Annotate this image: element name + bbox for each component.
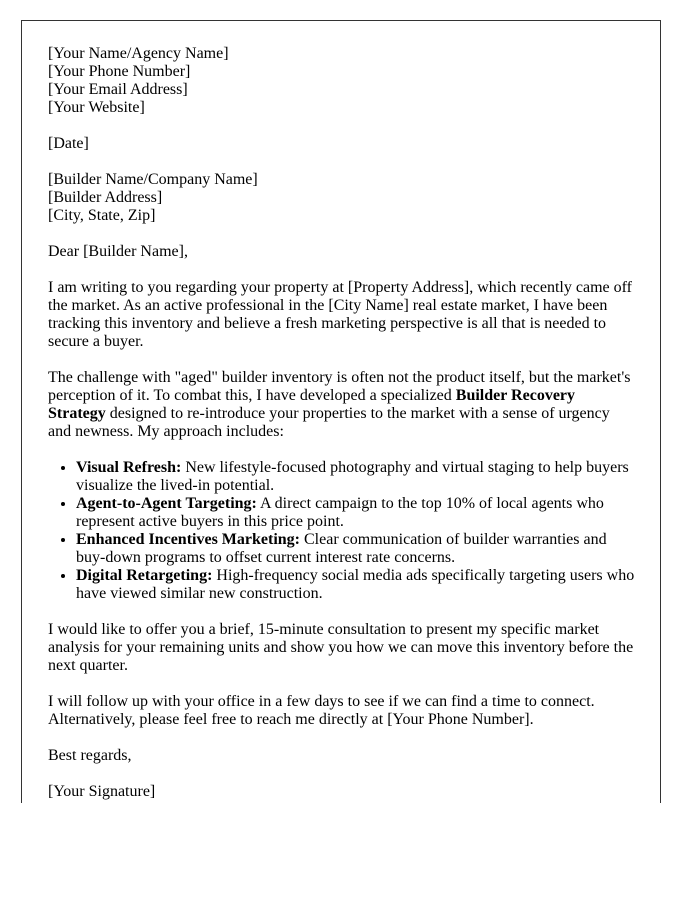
paragraph-followup: I will follow up with your office in a few days to see if we can find a time to connect. Alternatively, please feel free to reach me directly at [Your Phone Number].: [48, 693, 595, 728]
recipient-address-line: [Builder Address]: [48, 189, 163, 206]
paragraph-consultation: I would like to offer you a brief, 15-minute consultation to present my specific market analysis for your remaining units and show you how we can move this inventory before the next quarter.: [48, 621, 634, 674]
bullet-text: Clear communication of builder warranties and buy-down programs to offset current interest rate concerns.: [76, 531, 607, 566]
bullet-label: Enhanced Incentives Marketing:: [76, 531, 300, 548]
recipient-name-line: [Builder Name/Company Name]: [48, 171, 258, 188]
recipient-city-line: [City, State, Zip]: [48, 207, 156, 224]
bullet-label: Digital Retargeting:: [76, 567, 213, 584]
sender-block: [48, 45, 636, 117]
sender-name-line: [Your Name/Agency Name]: [48, 45, 229, 62]
closing-line: Best regards,: [48, 747, 132, 764]
paragraph-intro: I am writing to you regarding your property at [Property Address], which recently came off the market. As an active professional in the [City Name] real estate market, I have been tracking this inventory and believe a fresh marketing perspective is all that is needed to secure a buyer.: [48, 279, 632, 350]
bullet-text: High-frequency social media ads specifically targeting users who have viewed similar new construction.: [76, 567, 635, 602]
sender-phone-line: [Your Phone Number]: [48, 63, 191, 80]
bullet-digital-retargeting: [76, 567, 636, 603]
paragraph-strategy: [48, 369, 636, 441]
bullet-visual-refresh: [76, 459, 636, 495]
strategy-bullet-list: [48, 459, 636, 603]
letter-page: [21, 20, 661, 803]
signature-line: [Your Signature]: [48, 783, 156, 800]
recipient-block: [48, 171, 636, 225]
sender-website-line: [Your Website]: [48, 99, 145, 116]
date-line: [Date]: [48, 135, 89, 152]
bullet-label: Agent-to-Agent Targeting:: [76, 495, 257, 512]
bullet-text: New lifestyle-focused photography and virtual staging to help buyers visualize the lived-in potential.: [76, 459, 629, 494]
bullet-text: A direct campaign to the top 10% of local agents who represent active buyers in this price point.: [76, 495, 604, 530]
strategy-bold-phrase: Builder Recovery Strategy: [48, 387, 576, 422]
bullet-agent-targeting: [76, 495, 636, 531]
bullet-incentives-marketing: [76, 531, 636, 567]
bullet-label: Visual Refresh:: [76, 459, 182, 476]
sender-email-line: [Your Email Address]: [48, 81, 188, 98]
strategy-text-post: designed to re-introduce your properties to the market with a sense of urgency and newness. My approach includes:: [48, 405, 610, 440]
strategy-text-pre: The challenge with "aged" builder inventory is often not the product itself, but the market's perception of it. To combat this, I have developed a specialized: [48, 369, 631, 404]
salutation: Dear [Builder Name],: [48, 243, 188, 260]
